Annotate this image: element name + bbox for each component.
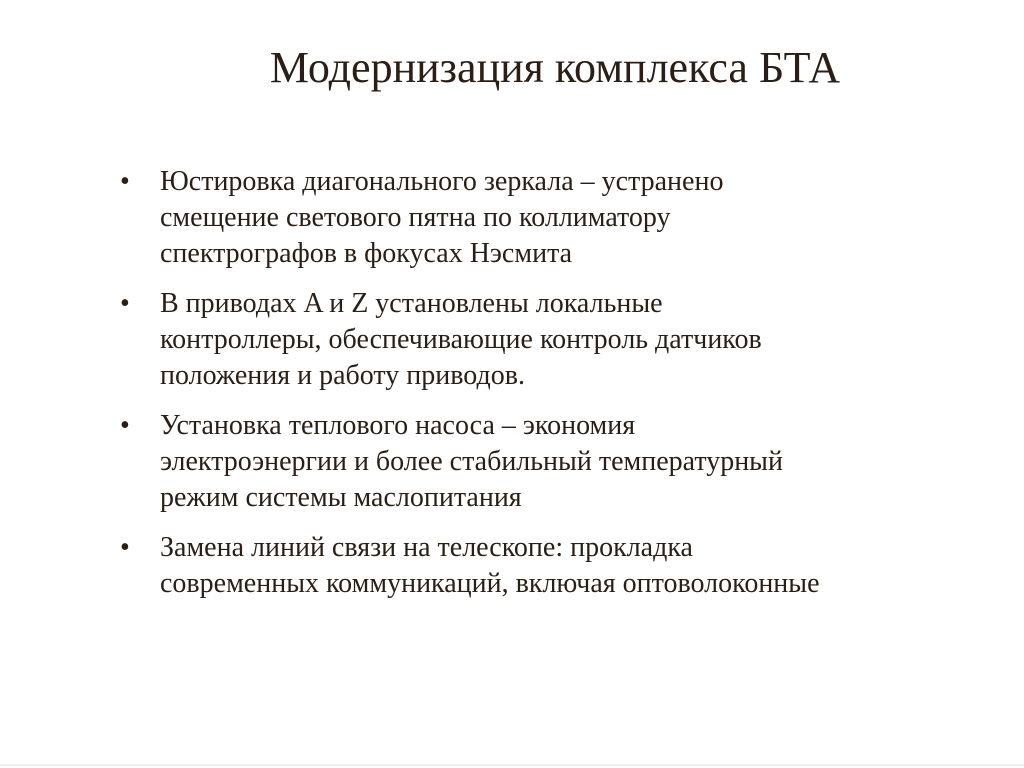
bullet-dot-icon: • [120,166,130,197]
bullet-text-line: смещение светового пятна по коллиматору [160,202,671,233]
bullet-text-line: контроллеры, обеспечивающие контроль датчиков [160,324,762,355]
bullet-item [118,408,978,516]
bullet-item [118,530,978,602]
bullet-text-line: В приводах A и Z установлены локальные [160,288,663,319]
bullet-text-line: Юстировка диагонального зеркала – устранено [160,166,724,197]
bullet-text-line: режим системы маслопитания [160,482,522,513]
slide-bottom-divider [0,764,1024,766]
bullet-dot-icon: • [120,410,130,441]
bullet-text-line: положения и работу приводов. [160,360,525,391]
bullet-dot-icon: • [120,288,130,319]
bullet-item [118,164,978,272]
bullet-text-line: современных коммуникаций, включая оптоволоконные [160,568,820,599]
slide-title: Модернизация комплекса БТА [269,43,841,92]
bullet-text-line: спектрографов в фокусах Нэсмита [160,238,573,269]
bullet-text-line: Замена линий связи на телескопе: прокладка [160,532,693,563]
bullet-list [118,164,978,616]
bullet-text-line: электроэнергии и более стабильный температурный [160,446,783,477]
bullet-text-line: Установка теплового насоса – экономия [160,410,636,441]
bullet-item [118,286,978,394]
bullet-dot-icon: • [120,532,130,563]
